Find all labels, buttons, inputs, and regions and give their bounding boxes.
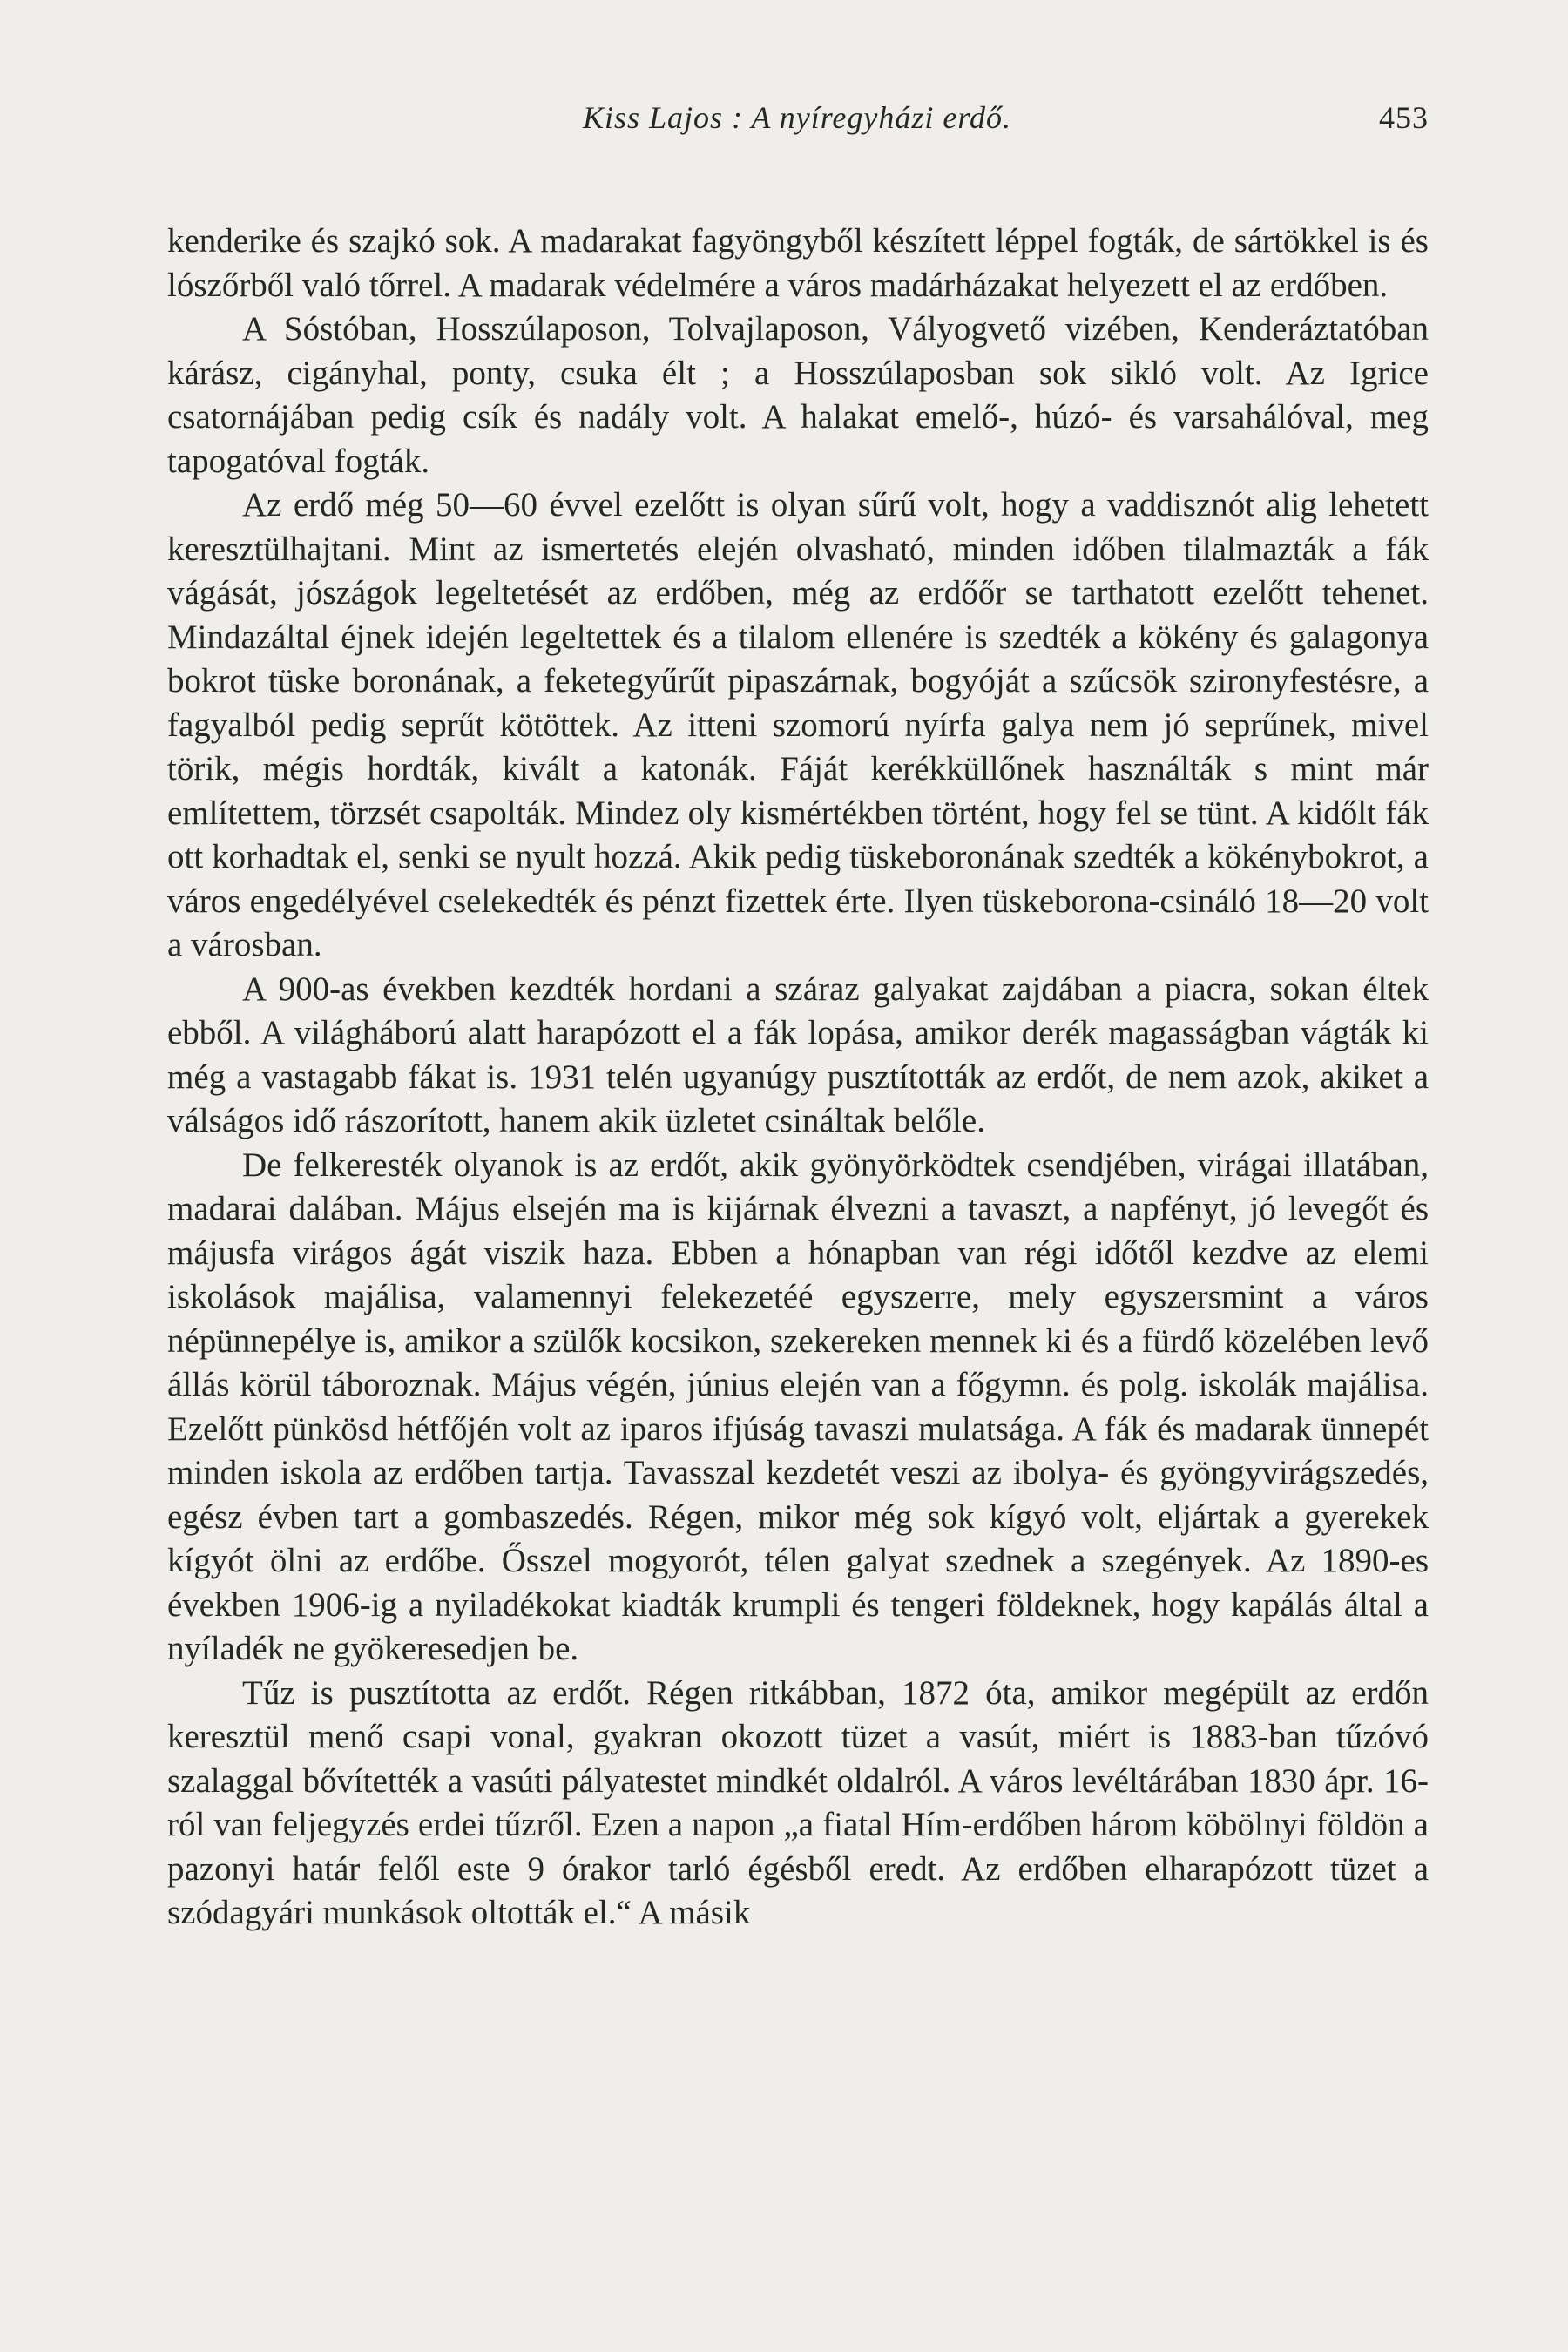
- paragraph-4: A 900-as években kezdték hordani a száraz galyakat zajdában a piacra, sokan éltek ebből. A világháború alatt harapózott el a fák lopása, amikor derék magasságban vágták ki még a vastagabb fákat is. 1931 telén ugyanúgy pusztították az erdőt, de nem azok, akiket a válságos idő rászorított, hanem akik üzletet csináltak belőle.: [167, 970, 1429, 1139]
- paragraph-1: kenderike és szajkó sok. A madarakat fagyöngyből készített léppel fogták, de sártökkel is és lószőrből való tőrrel. A madarak védelmére a város madárházakat helyezett el az erdőben.: [167, 222, 1429, 304]
- body-text: [167, 220, 1429, 1936]
- running-title: Kiss Lajos : A nyíregyházi erdő.: [582, 100, 1012, 135]
- running-head: [166, 96, 1429, 139]
- paragraph-2: A Sóstóban, Hosszúlaposon, Tolvajlaposon, Vályogvető vizében, Kenderáztatóban kárász, cigányhal, ponty, csuka élt ; a Hosszúlaposban sok sikló volt. Az Igrice csatornájában pedig csík és nadály volt. A halakat emelő-, húzó- és varsahálóval, meg tapogatóval fogták.: [167, 310, 1429, 480]
- page-number: 453: [1379, 100, 1429, 135]
- paragraph-3: Az erdő még 50—60 évvel ezelőtt is olyan sűrű volt, hogy a vaddisznót alig lehetett keresztülhajtani. Mint az ismertetés elején olvasható, minden időben tilalmazták a fák vágását, jószágok legeltetését az erdőben, még az erdőőr se tarthatott ezelőtt tehenet. Mindazáltal éjnek idején legeltettek és a tilalom ellenére is szedték a kökény és galagonya bokrot tüske boronának, a feketegyűrűt pipaszárnak, bogyóját a szűcsök szironyfestésre, a fagyalból pedig seprűt kötöttek. Az itteni szomorú nyírfa galya nem jó seprűnek, mivel törik, mégis hordták, kivált a katonák. Fáját kerékküllőnek használták s mint már említettem, törzsét csapolták. Mindez oly kismértékben történt, hogy fel se tünt. A kidőlt fák ott korhadtak el, senki se nyult hozzá. Akik pedig tüskeboronának szedték a kökénybokrot, a város engedélyével cselekedték és pénzt fizettek érte. Ilyen tüskeborona-csináló 18—20 volt a városban.: [167, 486, 1429, 963]
- paragraph-6: Tűz is pusztította az erdőt. Régen ritkábban, 1872 óta, amikor megépült az erdőn keresztül menő csapi vonal, gyakran okozott tüzet a vasút, miért is 1883-ban tűzóvó szalaggal bővítették a vasúti pályatestet mindkét oldalról. A város levéltárában 1830 ápr. 16-ról van feljegyzés erdei tűzről. Ezen a napon „a fiatal Hím-erdőben három köbölnyi földön a pazonyi határ felől este 9 órakor tarló égésből eredt. Az erdőben elharapózott tüzet a szódagyári munkások oltották el.“ A másik: [167, 1673, 1429, 1931]
- paragraph-5: De felkeresték olyanok is az erdőt, akik gyönyörködtek csendjében, virágai illatában, madarai dalában. Május elsején ma is kijárnak élvezni a tavaszt, a napfényt, jó levegőt és májusfa virágos ágát viszik haza. Ebben a hónapban van régi időtől kezdve az elemi iskolások majálisa, valamennyi felekezetéé egyszerre, mely egyszersmint a város népünnepélye is, amikor a szülők kocsikon, szekereken mennek ki és a fürdő közelében levő állás körül táboroznak. Május végén, június elején van a főgymn. és polg. iskolák majálisa. Ezelőtt pünkösd hétfőjén volt az iparos ifjúság tavaszi mulatsága. A fák és madarak ünnepét minden iskola az erdőben tartja. Tavasszal kezdetét veszi az ibolya- és gyöngyvirágszedés, egész évben tart a gombaszedés. Régen, mikor még sok kígyó volt, eljártak a gyerekek kígyót ölni az erdőbe. Ősszel mogyorót, télen galyat szednek a szegények. Az 1890-es években 1906-ig a nyiladékokat kiadták krumpli és tengeri földeknek, hogy kapálás által a nyíladék ne gyökeresedjen be.: [167, 1146, 1429, 1667]
